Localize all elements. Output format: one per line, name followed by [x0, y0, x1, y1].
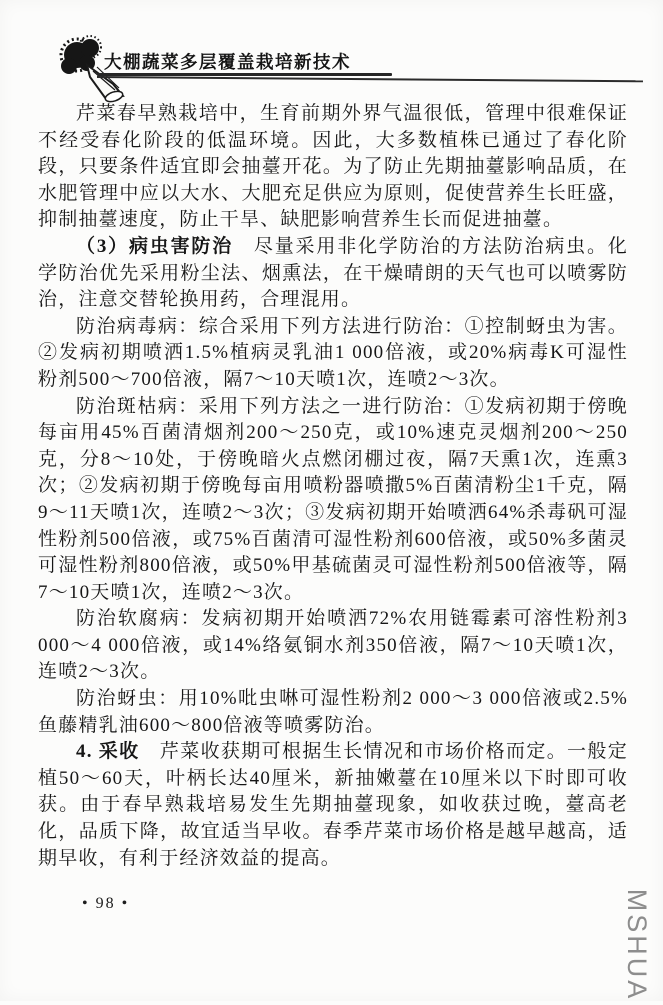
paragraph-text-run: 防治斑枯病：采用下列方法之一进行防治：①发病初期于傍晚每亩用45%百菌清烟剂200～250克，或10%速克灵烟剂200～250克，分8～10处，于傍晚暗火点燃闭棚过夜，隔7天熏1次，连熏3次；②发病初期于傍晚每亩用喷粉器喷撒5%百菌清粉尘1千克，隔9～11天喷1次，连喷2～3次；③发病初期开始喷洒64%杀毒矾可湿性粉剂500倍液，或75%百菌清可湿性粉剂600倍液，或50%多菌灵可湿性粉剂800倍液，或50%甲基硫菌灵可湿性粉剂500倍液等，隔7～10天喷1次，连喷2～3次。: [38, 395, 628, 603]
paragraph: [38, 606, 628, 686]
paragraph: [38, 394, 628, 607]
paragraph-heading-run: （3）病虫害防治: [76, 235, 234, 257]
page-body: [38, 101, 628, 872]
page-header: [0, 0, 663, 110]
page-number: • 98 •: [82, 895, 130, 912]
paragraph-heading-run: 4. 采收: [76, 741, 140, 763]
paragraph-text-run: 尽量采用非化学防治的方法防治病虫。化学防治优先采用粉尘法、烟熏法，在干燥晴朗的天气也可以喷雾防治，注意交替轮换用药，合理混用。: [38, 235, 628, 311]
paragraph-text-run: 防治软腐病：发病初期开始喷洒72%农用链霉素可溶性粉剂3 000～4 000倍液，或14%络氨铜水剂350倍液，隔7～10天喷1次，连喷2～3次。: [38, 608, 628, 683]
paragraph-text-run: 芹菜春早熟栽培中，生育前期外界气温很低，管理中很难保证不经受春化阶段的低温环境。因此，大多数植株已通过了春化阶段，只要条件适宜即会抽薹开花。为了防止先期抽薹影响品质，在水肥管理中应以大水、大肥充足供应为原则，促使营养生长旺盛，抑制抽薹速度，防止干旱、缺肥影响营养生长而促进抽薹。: [38, 103, 628, 231]
paragraph: [38, 686, 628, 739]
watermark-text: MSHUA: [622, 888, 652, 1002]
book-title: 大棚蔬菜多层覆盖栽培新技术: [104, 52, 351, 72]
paragraph-text-run: 防治蚜虫：用10%吡虫啉可湿性粉剂2 000～3 000倍液或2.5%鱼藤精乳油600～800倍液等喷雾防治。: [38, 688, 628, 736]
paragraph-text-run: 芹菜收获期可根据生长情况和市场价格而定。一般定植50～60天，叶柄长达40厘米，新抽嫩薹在10厘米以下时即可收获。由于春早熟栽培易发生先期抽薹现象，如收获过晚，薹高老化，品质下降，故宜适当早收。春季芹菜市场价格是越早越高，适期早收，有利于经济效益的提高。: [38, 741, 628, 869]
paragraph: [38, 101, 628, 234]
paragraph-text-run: 防治病毒病：综合采用下列方法进行防治：①控制蚜虫为害。②发病初期喷洒1.5%植病灵乳油1 000倍液，或20%病毒K可湿性粉剂500～700倍液，隔7～10天喷1次，连喷2～3次。: [38, 315, 628, 390]
paragraph: [38, 739, 628, 872]
title-underline-rule: [97, 73, 392, 76]
header-rule: [97, 76, 643, 82]
paragraph: [38, 314, 628, 394]
paragraph: [38, 234, 628, 314]
